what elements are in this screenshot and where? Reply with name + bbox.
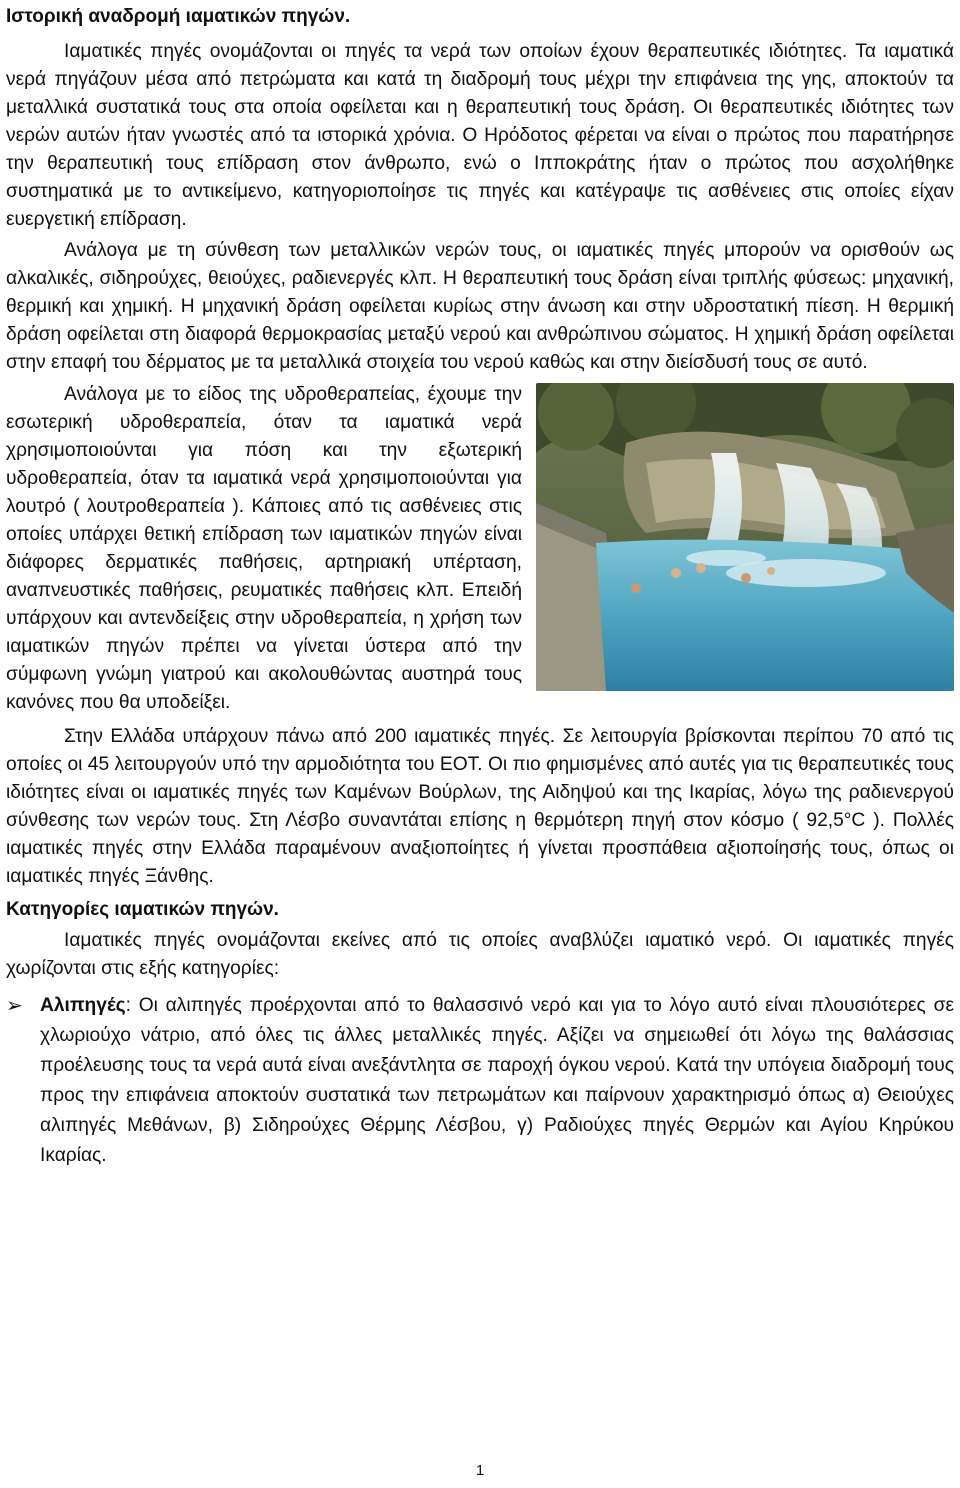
category-term: Αλιπηγές — [40, 995, 126, 1016]
category-text: : Οι αλιπηγές προέρχονται από το θαλασσινό νερό και για το λόγο αυτό είναι πλουσιότερες σε χλωριούχο νάτριο, από όλες τις άλλες μεταλλικές πηγές. Αξίζει να σημειωθεί ότι λόγω της θαλάσσιας προέλευσης τους τα νερά αυτά είναι ανεξάντλητα σε παροχή όγκου νερού. Κατά την υπόγεια διαδρομή τους προς την επιφάνεια αποκτούν συστατικά των πετρωμάτων και παίρνουν χαρακτηρισμό όπως α) Θειούχες αλιπηγές Μεθάνων, β) Σιδηρούχες Θέρμης Λέσβου, γ) Ραδιούχες πηγές Θερμών και Αγίου Κηρύκου Ικαρίας. — [40, 995, 954, 1166]
paragraph-history: Ιαματικές πηγές ονομάζονται οι πηγές τα νερά των οποίων έχουν θεραπευτικές ιδιότητες. Τα ιαματικά νερά πηγάζουν μέσα από πετρώματα και κατά τη διαδρομή τους μέχρι την επιφάνεια της γης, αποκτούν τα μεταλλικά συστατικά τους στα οποία οφείλεται και η θεραπευτική τους δράση. Οι θεραπευτικές ιδιότητες των νερών αυτών ήταν γνωστές από τα ιστορικά χρόνια. Ο Ηρόδοτος φέρεται να είναι ο πρώτος που παρατήρησε την θεραπευτική τους επίδραση στον άνθρωπο, ενώ ο Ιπποκράτης ήταν ο πρώτος που ασχολήθηκε συστηματικά με το αντικείμενο, κατηγοριοποίησε τις πηγές και κατέγραψε τις ασθένειες στις οποίες είχαν ευεργετική επίδραση. — [6, 41, 954, 230]
paragraph-categories-intro: Ιαματικές πηγές ονομάζονται εκείνες από τις οποίες αναβλύζει ιαματικό νερό. Οι ιαματικές πηγές χωρίζονται στις εξής κατηγορίες: — [6, 930, 954, 979]
section-heading: Κατηγορίες ιαματικών πηγών. — [6, 899, 279, 920]
page-number: 1 — [475, 1462, 485, 1479]
paragraph-hydrotherapy: Ανάλογα με το είδος της υδροθεραπείας, έχουμε την εσωτερική υδροθεραπεία, όταν τα ιαματικά νερά χρησιμοποιούνται για πόση και την εξωτερική υδροθεραπεία, όταν τα ιαματικά νερά χρησιμοποιούνται για λουτρό ( λουτροθεραπεία ). Κάποιες από τις ασθένειες στις οποίες υπάρχει θετική επίδραση των ιαματικών πηγών είναι διάφορες δερματικές παθήσεις, αρτηριακή υπέρταση, αναπνευστικές παθήσεις, ρευματικές παθήσεις κλπ. Επειδή υπάρχουν και αντενδείξεις στην υδροθεραπεία, η χρήση των ιαματικών πηγών πρέπει να γίνεται ύστερα από την σύμφωνη γνώμη γιατρού και ακολουθώντας αυστηρά τους κανόνες που θα υποδείξει. — [6, 384, 522, 713]
page-heading: Ιστορική αναδρομή ιαματικών πηγών. — [6, 6, 351, 27]
arrow-bullet-icon: ➢ — [6, 995, 23, 1017]
paragraph-composition: Ανάλογα με τη σύνθεση των μεταλλικών νερών τους, οι ιαματικές πηγές μπορούν να ορισθούν ως αλκαλικές, σιδηρούχες, θειούχες, ραδιενεργές κλπ. Η θεραπευτική τους δράση είναι τριπλής φύσεως: μηχανική, θερμική και χημική. Η μηχανική δράση οφείλεται κυρίως στην άνωση και στην υδροστατική πίεση. Η θερμική δράση οφείλεται στη διαφορά θερμοκρασίας μεταξύ νερού και ανθρώπινου σώματος. Η χημική δράση οφείλεται στην επαφή του δέρματος με τα μεταλλικά στοιχεία του νερού καθώς και στην διείσδυσή τους σε αυτό. — [6, 240, 954, 373]
waterfall-thermal-pool-photo — [536, 383, 954, 691]
document-page — [6, 0, 954, 1171]
list-item — [6, 991, 954, 1171]
paragraph-greece: Στην Ελλάδα υπάρχουν πάνω από 200 ιαματικές πηγές. Σε λειτουργία βρίσκονται περίπου 70 από τις οποίες οι 45 λειτουργούν υπό την αρμοδιότητα του ΕΟΤ. Οι πιο φημισμένες από αυτές για τις θεραπευτικές τους ιδιότητες είναι οι ιαματικές πηγές των Καμένων Βούρλων, της Αιδηψού και της Ικαρίας, λόγω της ραδιενεργού σύνθεσης των νερών τους. Στη Λέσβο συναντάται επίσης η θερμότερη πηγή στον κόσμο ( 92,5°C ). Πολλές ιαματικές πηγές στην Ελλάδα παραμένουν αναξιοποίητες ή γίνεται προσπάθεια αξιοποίησής τους, όπως οι ιαματικές πηγές Ξάνθης. — [6, 726, 954, 887]
categories-list — [6, 991, 954, 1171]
